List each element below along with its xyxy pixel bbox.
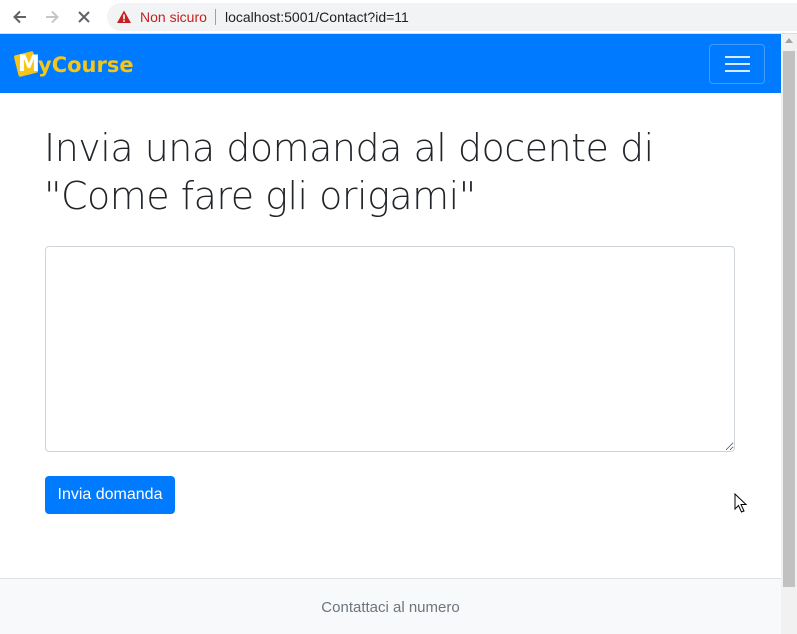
vertical-scrollbar[interactable] xyxy=(781,34,797,634)
url-text[interactable]: localhost:5001/Contact?id=11 xyxy=(225,9,409,25)
page-title: Invia una domanda al docente di "Come fare gli origami" xyxy=(44,126,654,218)
back-arrow-icon xyxy=(11,8,29,26)
hamburger-icon-line xyxy=(725,70,750,72)
hamburger-icon-line xyxy=(725,63,750,65)
brand-logo[interactable] xyxy=(14,50,134,80)
top-navbar xyxy=(0,34,781,93)
question-textarea[interactable] xyxy=(45,246,735,452)
stop-loading-button[interactable] xyxy=(71,5,97,29)
address-bar[interactable] xyxy=(107,3,797,31)
forward-arrow-icon xyxy=(43,8,61,26)
forward-button[interactable] xyxy=(39,5,65,29)
page-footer xyxy=(0,578,781,634)
navbar-toggle-button[interactable] xyxy=(709,44,765,84)
scrollbar-thumb[interactable] xyxy=(783,51,795,587)
page-viewport xyxy=(0,34,781,634)
brand-initial: M xyxy=(18,52,40,77)
back-button[interactable] xyxy=(7,5,33,29)
address-separator xyxy=(215,9,216,25)
scroll-up-arrow-icon[interactable] xyxy=(785,38,793,43)
close-icon xyxy=(75,8,93,26)
brand-name: yCourse xyxy=(38,53,134,77)
security-status-label[interactable]: Non sicuro xyxy=(140,9,207,25)
hamburger-icon-line xyxy=(725,56,750,58)
warning-icon[interactable] xyxy=(116,9,132,25)
mouse-cursor-icon xyxy=(734,493,748,513)
browser-toolbar xyxy=(0,0,797,34)
footer-contact-text: Contattaci al numero xyxy=(321,599,460,616)
send-question-button[interactable]: Invia domanda xyxy=(45,476,175,514)
